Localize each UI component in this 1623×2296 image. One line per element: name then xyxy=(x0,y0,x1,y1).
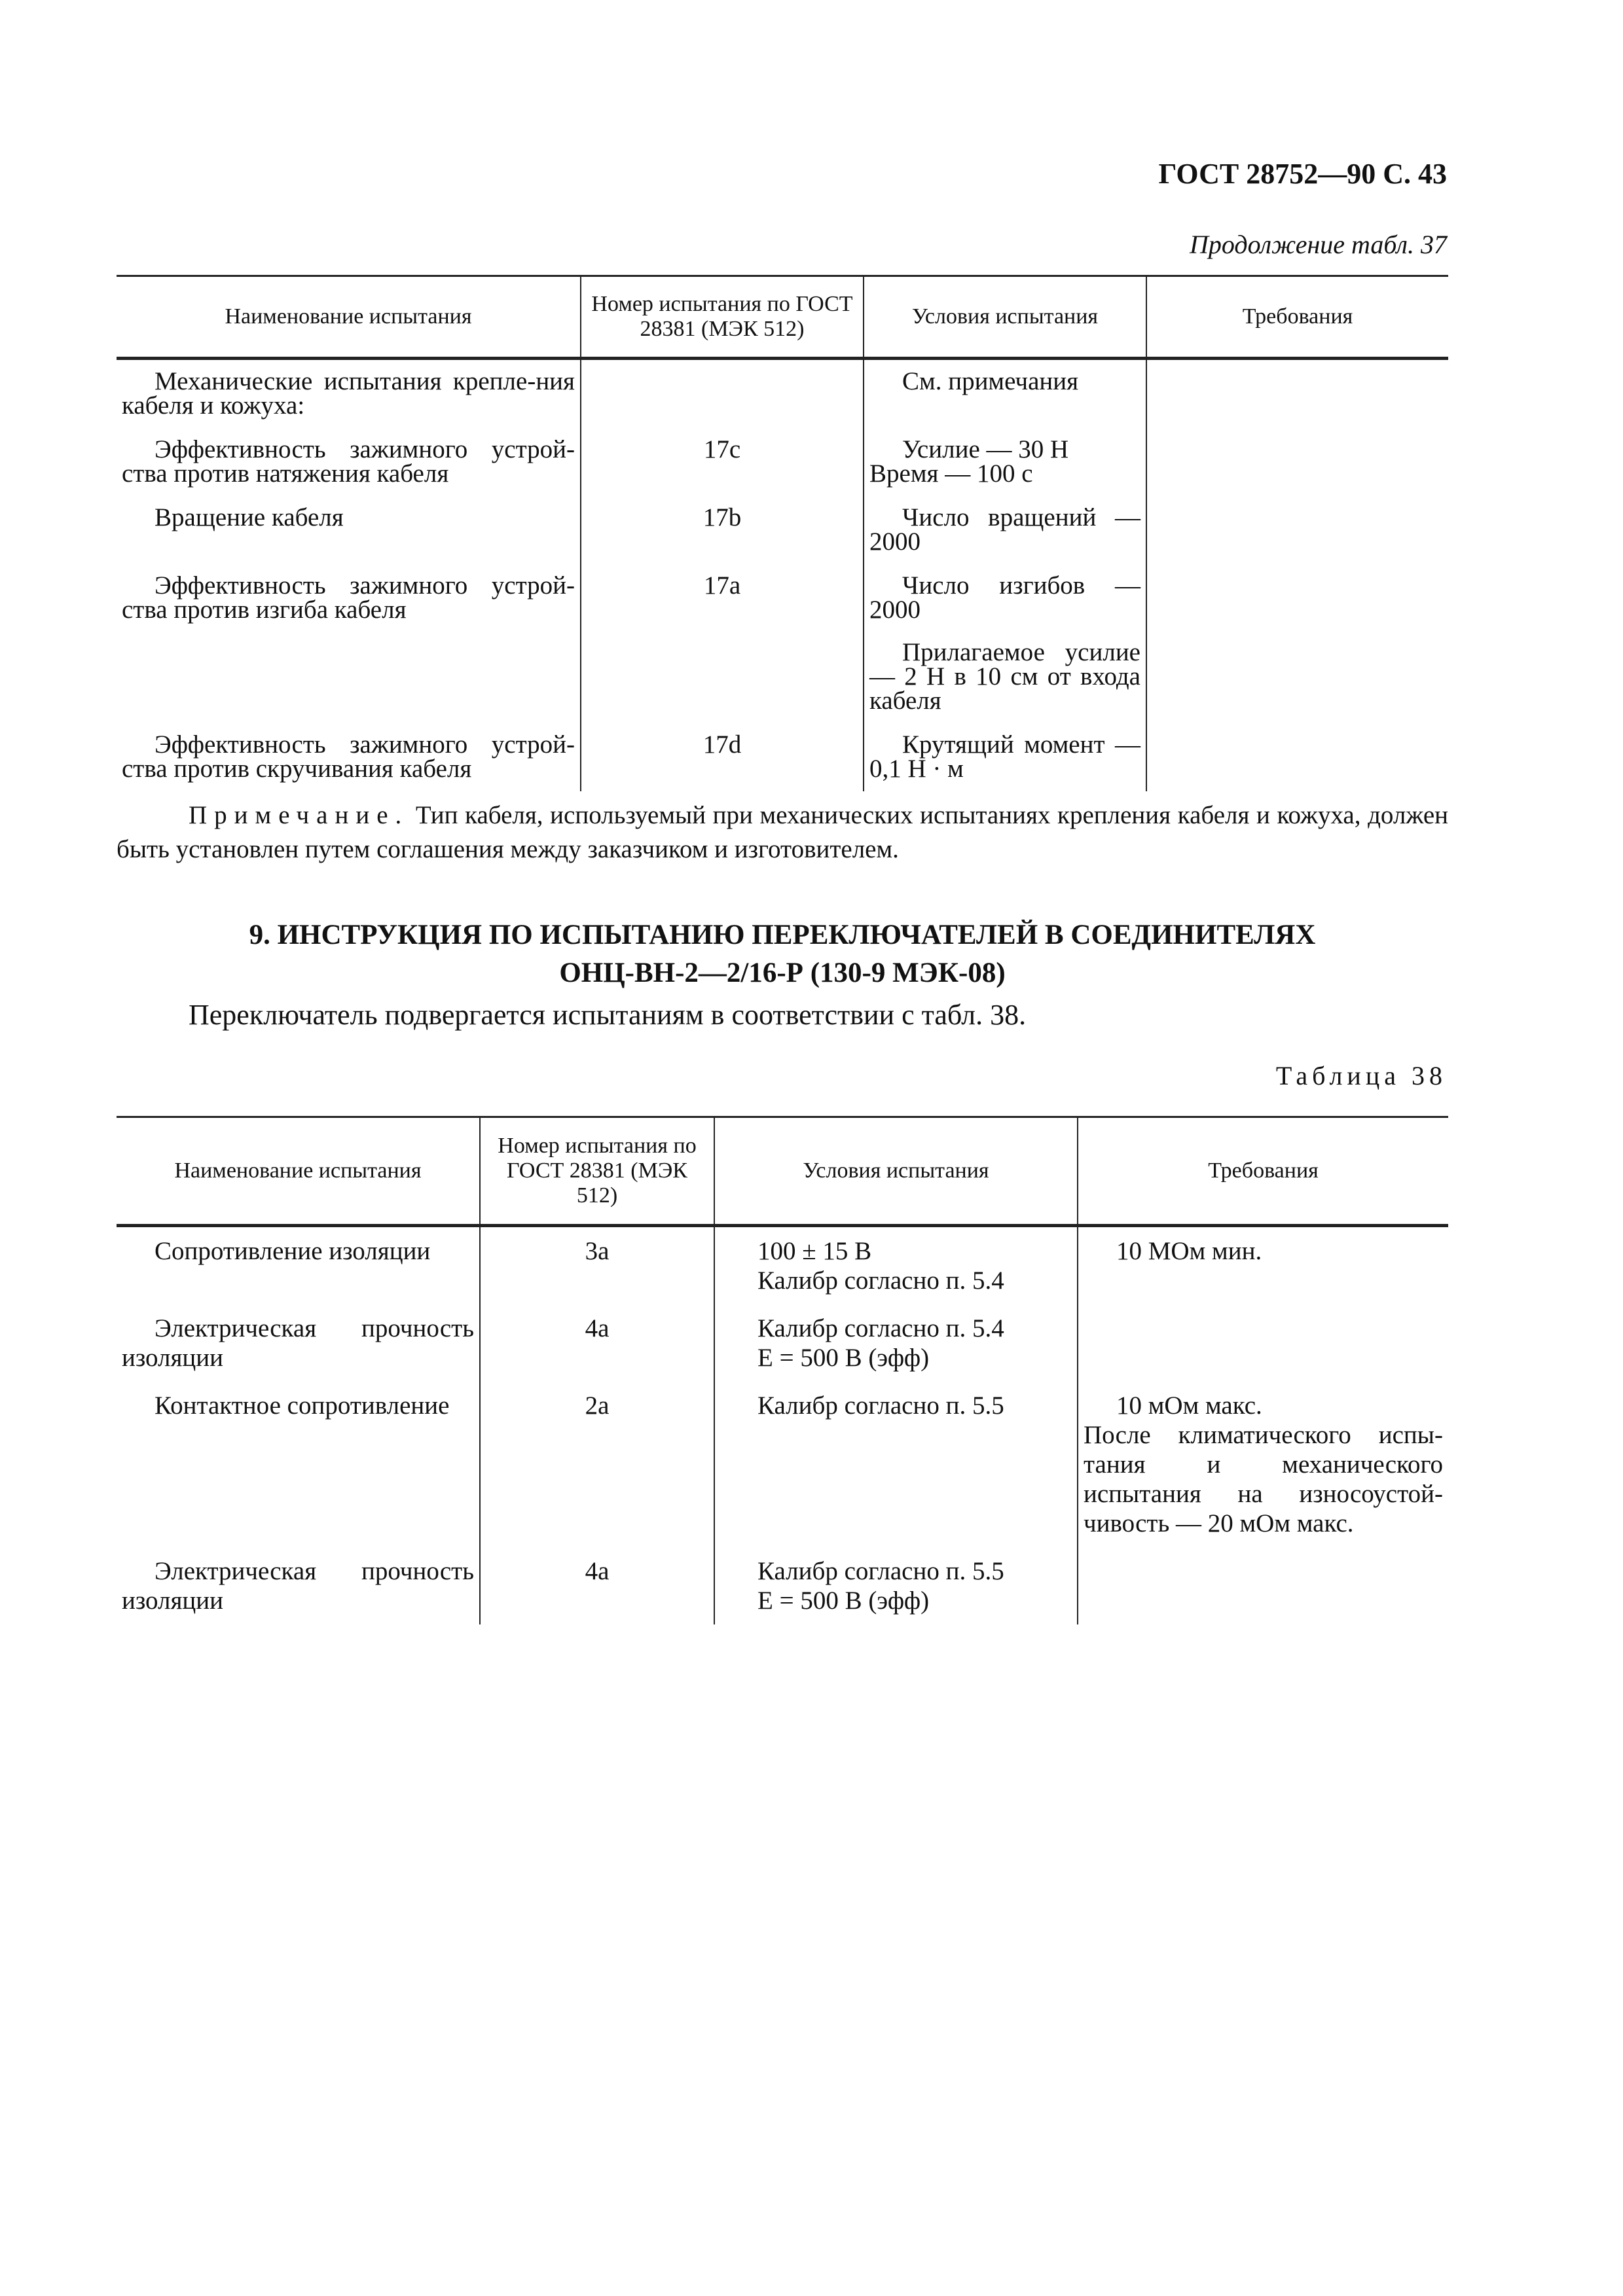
condition-line: Прилагаемое усилие — 2 Н в 10 см от входа кабеля xyxy=(869,638,1140,715)
test-requirements xyxy=(1146,564,1448,723)
test-conditions xyxy=(864,428,1146,496)
page-header: ГОСТ 28752—90 С. 43 xyxy=(1158,158,1447,190)
requirement-line: После климатического испы-тания и механического испытания на износоустой-чивость — 20 мОм макс. xyxy=(1084,1421,1443,1537)
test-requirements xyxy=(1078,1382,1448,1547)
test-requirements xyxy=(1146,496,1448,564)
note-label: Примечание. xyxy=(189,801,409,829)
test-name: Электрическая прочность изоляции xyxy=(122,1557,474,1615)
test-conditions xyxy=(714,1304,1078,1382)
test-name: Вращение кабеля xyxy=(155,503,344,531)
column-header-number: Номер испытания по ГОСТ 28381 (МЭК 512) xyxy=(480,1117,714,1226)
test-conditions xyxy=(714,1547,1078,1624)
condition-line: 100 ± 15 В xyxy=(757,1237,872,1265)
table-row xyxy=(117,723,1448,791)
table-note xyxy=(117,798,1448,867)
column-header-number: Номер испытания по ГОСТ 28381 (МЭК 512) xyxy=(581,276,864,359)
table-row xyxy=(117,428,1448,496)
test-conditions: См. примечания xyxy=(864,359,1146,429)
test-requirements xyxy=(1146,428,1448,496)
table-row xyxy=(117,1226,1448,1305)
test-name: Эффективность зажимного устрой-ства против изгиба кабеля xyxy=(122,571,575,624)
test-name: Эффективность зажимного устрой-ства против скручивания кабеля xyxy=(122,730,575,783)
test-name: Эффективность зажимного устрой-ства против натяжения кабеля xyxy=(122,435,575,488)
table-row xyxy=(117,1547,1448,1624)
test-conditions xyxy=(714,1226,1078,1305)
test-requirements xyxy=(1146,723,1448,791)
condition-line: Е = 500 В (эфф) xyxy=(757,1344,930,1372)
section-intro: Переключатель подвергается испытаниям в соответствии с табл. 38. xyxy=(189,999,1027,1031)
column-header-requirements: Требования xyxy=(1078,1117,1448,1226)
test-conditions: Крутящий момент — 0,1 Н · м xyxy=(864,723,1146,791)
table-38 xyxy=(117,1116,1448,1624)
test-number: 4а xyxy=(480,1304,714,1382)
table-row xyxy=(117,1304,1448,1382)
test-conditions: Калибр согласно п. 5.5 xyxy=(714,1382,1078,1547)
condition-line: Калибр согласно п. 5.5 xyxy=(757,1557,1004,1585)
test-number: 2а xyxy=(480,1382,714,1547)
condition-line: Число изгибов — 2000 xyxy=(869,571,1140,624)
test-requirements: 10 МОм мин. xyxy=(1078,1226,1448,1305)
test-number xyxy=(581,359,864,429)
column-header-requirements: Требования xyxy=(1146,276,1448,359)
condition-line: Время — 100 с xyxy=(869,459,1033,488)
condition-line: Усилие — 30 Н xyxy=(902,435,1069,463)
test-number: 17d xyxy=(581,723,864,791)
table-row xyxy=(117,496,1448,564)
column-header-name: Наименование испытания xyxy=(117,276,581,359)
table-caption: Таблица 38 xyxy=(1275,1061,1447,1090)
condition-line: Е = 500 В (эфф) xyxy=(757,1587,930,1615)
table-continuation-label: Продолжение табл. 37 xyxy=(1189,230,1447,259)
note-text: Тип кабеля, используемый при механических испытаниях крепления кабеля и кожуха, должен быть установлен путем соглашения между заказчиком и изготовителем. xyxy=(117,801,1448,863)
test-number: 4а xyxy=(480,1547,714,1624)
test-conditions xyxy=(864,564,1146,723)
test-name: Механические испытания крепле-ния кабеля и кожуха: xyxy=(122,367,575,420)
section-heading xyxy=(117,916,1448,992)
column-header-conditions: Условия испытания xyxy=(714,1117,1078,1226)
table-37 xyxy=(117,275,1448,791)
test-number: 17с xyxy=(581,428,864,496)
test-requirements xyxy=(1146,359,1448,429)
test-name: Контактное сопротивление xyxy=(155,1391,450,1420)
test-requirements xyxy=(1078,1304,1448,1382)
section-heading-line: ОНЦ-ВН-2—2/16-Р (130-9 МЭК-08) xyxy=(559,958,1006,988)
table-header-row xyxy=(117,276,1448,359)
condition-line: Калибр согласно п. 5.4 xyxy=(757,1266,1004,1295)
table-row xyxy=(117,359,1448,429)
column-header-name: Наименование испытания xyxy=(117,1117,480,1226)
test-name: Электрическая прочность изоляции xyxy=(122,1314,474,1372)
table-row xyxy=(117,564,1448,723)
test-number: 17а xyxy=(581,564,864,723)
test-name: Сопротивление изоляции xyxy=(155,1237,431,1265)
test-number: 17b xyxy=(581,496,864,564)
test-requirements xyxy=(1078,1547,1448,1624)
section-heading-line: 9. ИНСТРУКЦИЯ ПО ИСПЫТАНИЮ ПЕРЕКЛЮЧАТЕЛЕЙ В СОЕДИНИТЕЛЯХ xyxy=(249,920,1316,950)
table-header-row xyxy=(117,1117,1448,1226)
requirement-line: 10 мОм макс. xyxy=(1116,1391,1262,1420)
condition-line: Калибр согласно п. 5.4 xyxy=(757,1314,1004,1342)
test-conditions: Число вращений — 2000 xyxy=(864,496,1146,564)
table-row xyxy=(117,1382,1448,1547)
column-header-conditions: Условия испытания xyxy=(864,276,1146,359)
test-number: 3а xyxy=(480,1226,714,1305)
